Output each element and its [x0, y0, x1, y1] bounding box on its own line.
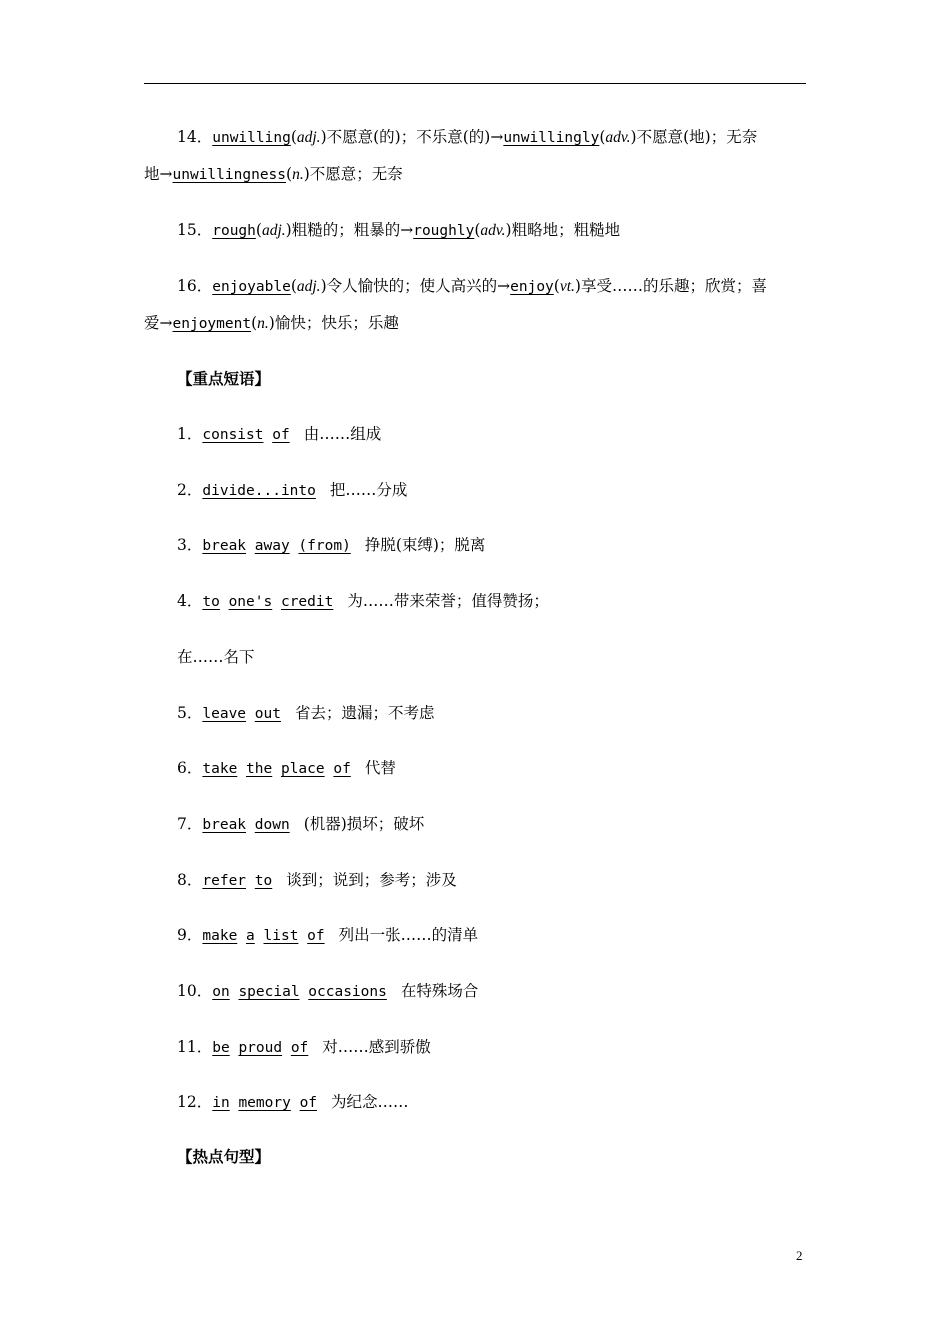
phrase-word: the — [246, 761, 273, 777]
meaning-cont: 地 — [144, 165, 160, 183]
phrase-word: refer — [202, 873, 247, 889]
phrase-meaning-cont: 在……名下 — [177, 648, 255, 666]
phrase-word: a — [246, 928, 255, 944]
vocab-item-16: 16．enjoyable(adj.)令人愉快的；使人高兴的→enjoy(vt.)享受……的乐趣；欣赏；喜 — [177, 277, 767, 295]
phrase-words — [202, 483, 316, 499]
part-of-speech: n. — [257, 315, 269, 332]
vocab-item-14-cont: 地→unwillingness(n.)不愿意；无奈 — [144, 165, 403, 183]
word: unwillingly — [503, 130, 600, 146]
phrase-words — [202, 594, 333, 610]
section-heading-sentences: 【热点句型】 — [177, 1147, 271, 1166]
phrase-meaning: 挣脱(束缚)；脱离 — [364, 536, 486, 554]
arrow-icon: → — [159, 314, 173, 332]
phrase-word: of — [290, 1040, 309, 1056]
phrase-word: special — [238, 984, 300, 1000]
part-of-speech: vt. — [559, 278, 575, 295]
word: unwilling — [212, 130, 291, 146]
phrase-meaning: 为纪念…… — [331, 1093, 409, 1111]
phrase-words — [212, 984, 387, 1000]
phrase-item — [177, 703, 434, 724]
arrow-icon: → — [159, 165, 173, 183]
phrase-item — [177, 870, 457, 891]
phrase-meaning: (机器)损坏；破坏 — [303, 815, 425, 833]
phrase-meaning: 代替 — [364, 759, 396, 777]
item-number: 4． — [177, 592, 203, 610]
phrase-word: on — [212, 984, 230, 1000]
phrase-words — [212, 1040, 308, 1056]
phrase-item — [177, 981, 478, 1002]
part-of-speech: adv. — [605, 129, 631, 146]
vocab-item-16-cont: 爱→enjoyment(n.)愉快；快乐；乐趣 — [144, 314, 399, 332]
phrase-word: break — [202, 817, 247, 833]
meaning: 不愿意(地)；无奈 — [636, 128, 758, 146]
phrase-word: proud — [238, 1040, 283, 1056]
header-rule — [144, 83, 806, 84]
phrase-meaning: 把……分成 — [329, 481, 408, 499]
part-of-speech: adj. — [296, 278, 321, 295]
part-of-speech: adv. — [480, 222, 506, 239]
meaning-cont: 爱 — [144, 314, 160, 332]
part-of-speech: n. — [292, 166, 304, 183]
phrase-meaning: 由……组成 — [303, 425, 382, 443]
phrase-item — [177, 591, 549, 612]
phrase-meaning: 列出一张……的清单 — [338, 926, 479, 944]
phrase-word: list — [263, 928, 299, 944]
phrase-word: away — [254, 538, 290, 554]
phrase-words — [212, 1095, 317, 1111]
item-number: 14． — [177, 128, 213, 146]
phrase-word: occasions — [308, 984, 387, 1000]
part-of-speech: adj. — [261, 222, 286, 239]
phrase-word: memory — [238, 1095, 291, 1111]
item-number: 2． — [177, 481, 203, 499]
word: roughly — [413, 223, 475, 239]
part-of-speech: adj. — [296, 129, 321, 146]
phrase-words — [202, 761, 350, 777]
word: enjoy — [510, 279, 554, 295]
phrase-word: place — [280, 761, 325, 777]
phrase-word: to — [202, 594, 220, 610]
page-number: 2 — [796, 1248, 803, 1263]
meaning: 享受……的乐趣；欣赏；喜 — [580, 277, 767, 295]
phrase-meaning: 对……感到骄傲 — [322, 1038, 431, 1056]
item-number: 1． — [177, 425, 203, 443]
phrase-words — [202, 538, 350, 554]
item-number: 11． — [177, 1038, 213, 1056]
phrase-word: of — [333, 761, 351, 777]
arrow-icon: → — [400, 221, 414, 239]
phrase-item — [177, 1037, 431, 1058]
phrase-item — [177, 814, 424, 835]
phrase-word: make — [202, 928, 238, 944]
phrase-meaning: 在特殊场合 — [400, 982, 479, 1000]
arrow-icon: → — [490, 128, 504, 146]
item-number: 7． — [177, 815, 203, 833]
phrase-item — [177, 424, 381, 445]
phrase-meaning: 为……带来荣誉；值得赞扬； — [347, 592, 549, 610]
phrase-item — [177, 758, 396, 779]
vocab-item-15: 15．rough(adj.)粗糙的；粗暴的→roughly(adv.)粗略地；粗糙地 — [177, 221, 621, 239]
phrase-word: be — [212, 1040, 230, 1056]
word: rough — [212, 223, 256, 239]
item-number: 16． — [177, 277, 213, 295]
item-number: 8． — [177, 871, 203, 889]
word: enjoyable — [212, 279, 291, 295]
phrase-word: in — [212, 1095, 230, 1111]
section-heading-phrases: 【重点短语】 — [177, 369, 271, 388]
phrase-words — [202, 928, 324, 944]
item-number: 10． — [177, 982, 213, 1000]
phrase-words — [202, 873, 272, 889]
meaning: 令人愉快的；使人高兴的 — [326, 277, 498, 295]
item-number: 15． — [177, 221, 213, 239]
phrase-item — [177, 480, 407, 501]
vocab-item-14: 14．unwilling(adj.)不愿意(的)；不乐意(的)→unwillingly(adv.)不愿意(地)；无奈 — [177, 128, 758, 146]
phrase-word: of — [272, 427, 290, 443]
phrase-meaning: 谈到；说到；参考；涉及 — [286, 871, 457, 889]
phrase-word: one's — [228, 594, 273, 610]
word: enjoyment — [172, 316, 252, 332]
phrase-word: of — [299, 1095, 318, 1111]
meaning: 粗略地；粗糙地 — [511, 221, 621, 239]
phrase-word: consist — [202, 427, 264, 443]
item-number: 12． — [177, 1093, 213, 1111]
phrase-word: divide...into — [202, 483, 316, 499]
meaning: 不愿意(的)；不乐意(的) — [326, 128, 491, 146]
arrow-icon: → — [497, 277, 511, 295]
item-number: 6． — [177, 759, 203, 777]
phrase-word: take — [202, 761, 238, 777]
item-number: 9． — [177, 926, 203, 944]
word: unwillingness — [172, 167, 287, 183]
item-number: 5． — [177, 704, 203, 722]
phrase-words — [202, 706, 281, 722]
phrase-word: down — [254, 817, 290, 833]
phrase-words — [202, 817, 289, 833]
meaning: 不愿意；无奈 — [309, 165, 403, 183]
item-number: 3． — [177, 536, 203, 554]
phrase-item — [177, 925, 478, 946]
meaning: 愉快；快乐；乐趣 — [274, 314, 399, 332]
phrase-word: of — [307, 928, 325, 944]
phrase-item — [177, 535, 485, 556]
phrase-item — [177, 1092, 409, 1113]
phrase-word: leave — [202, 706, 247, 722]
phrase-word: credit — [280, 594, 334, 610]
phrase-word: (from) — [298, 538, 351, 554]
phrase-word: out — [254, 706, 281, 722]
phrase-meaning: 省去；遗漏；不考虑 — [294, 704, 435, 722]
phrase-word: to — [254, 873, 273, 889]
meaning: 粗糙的；粗暴的 — [291, 221, 401, 239]
phrase-word: break — [202, 538, 247, 554]
phrase-words — [202, 427, 289, 443]
